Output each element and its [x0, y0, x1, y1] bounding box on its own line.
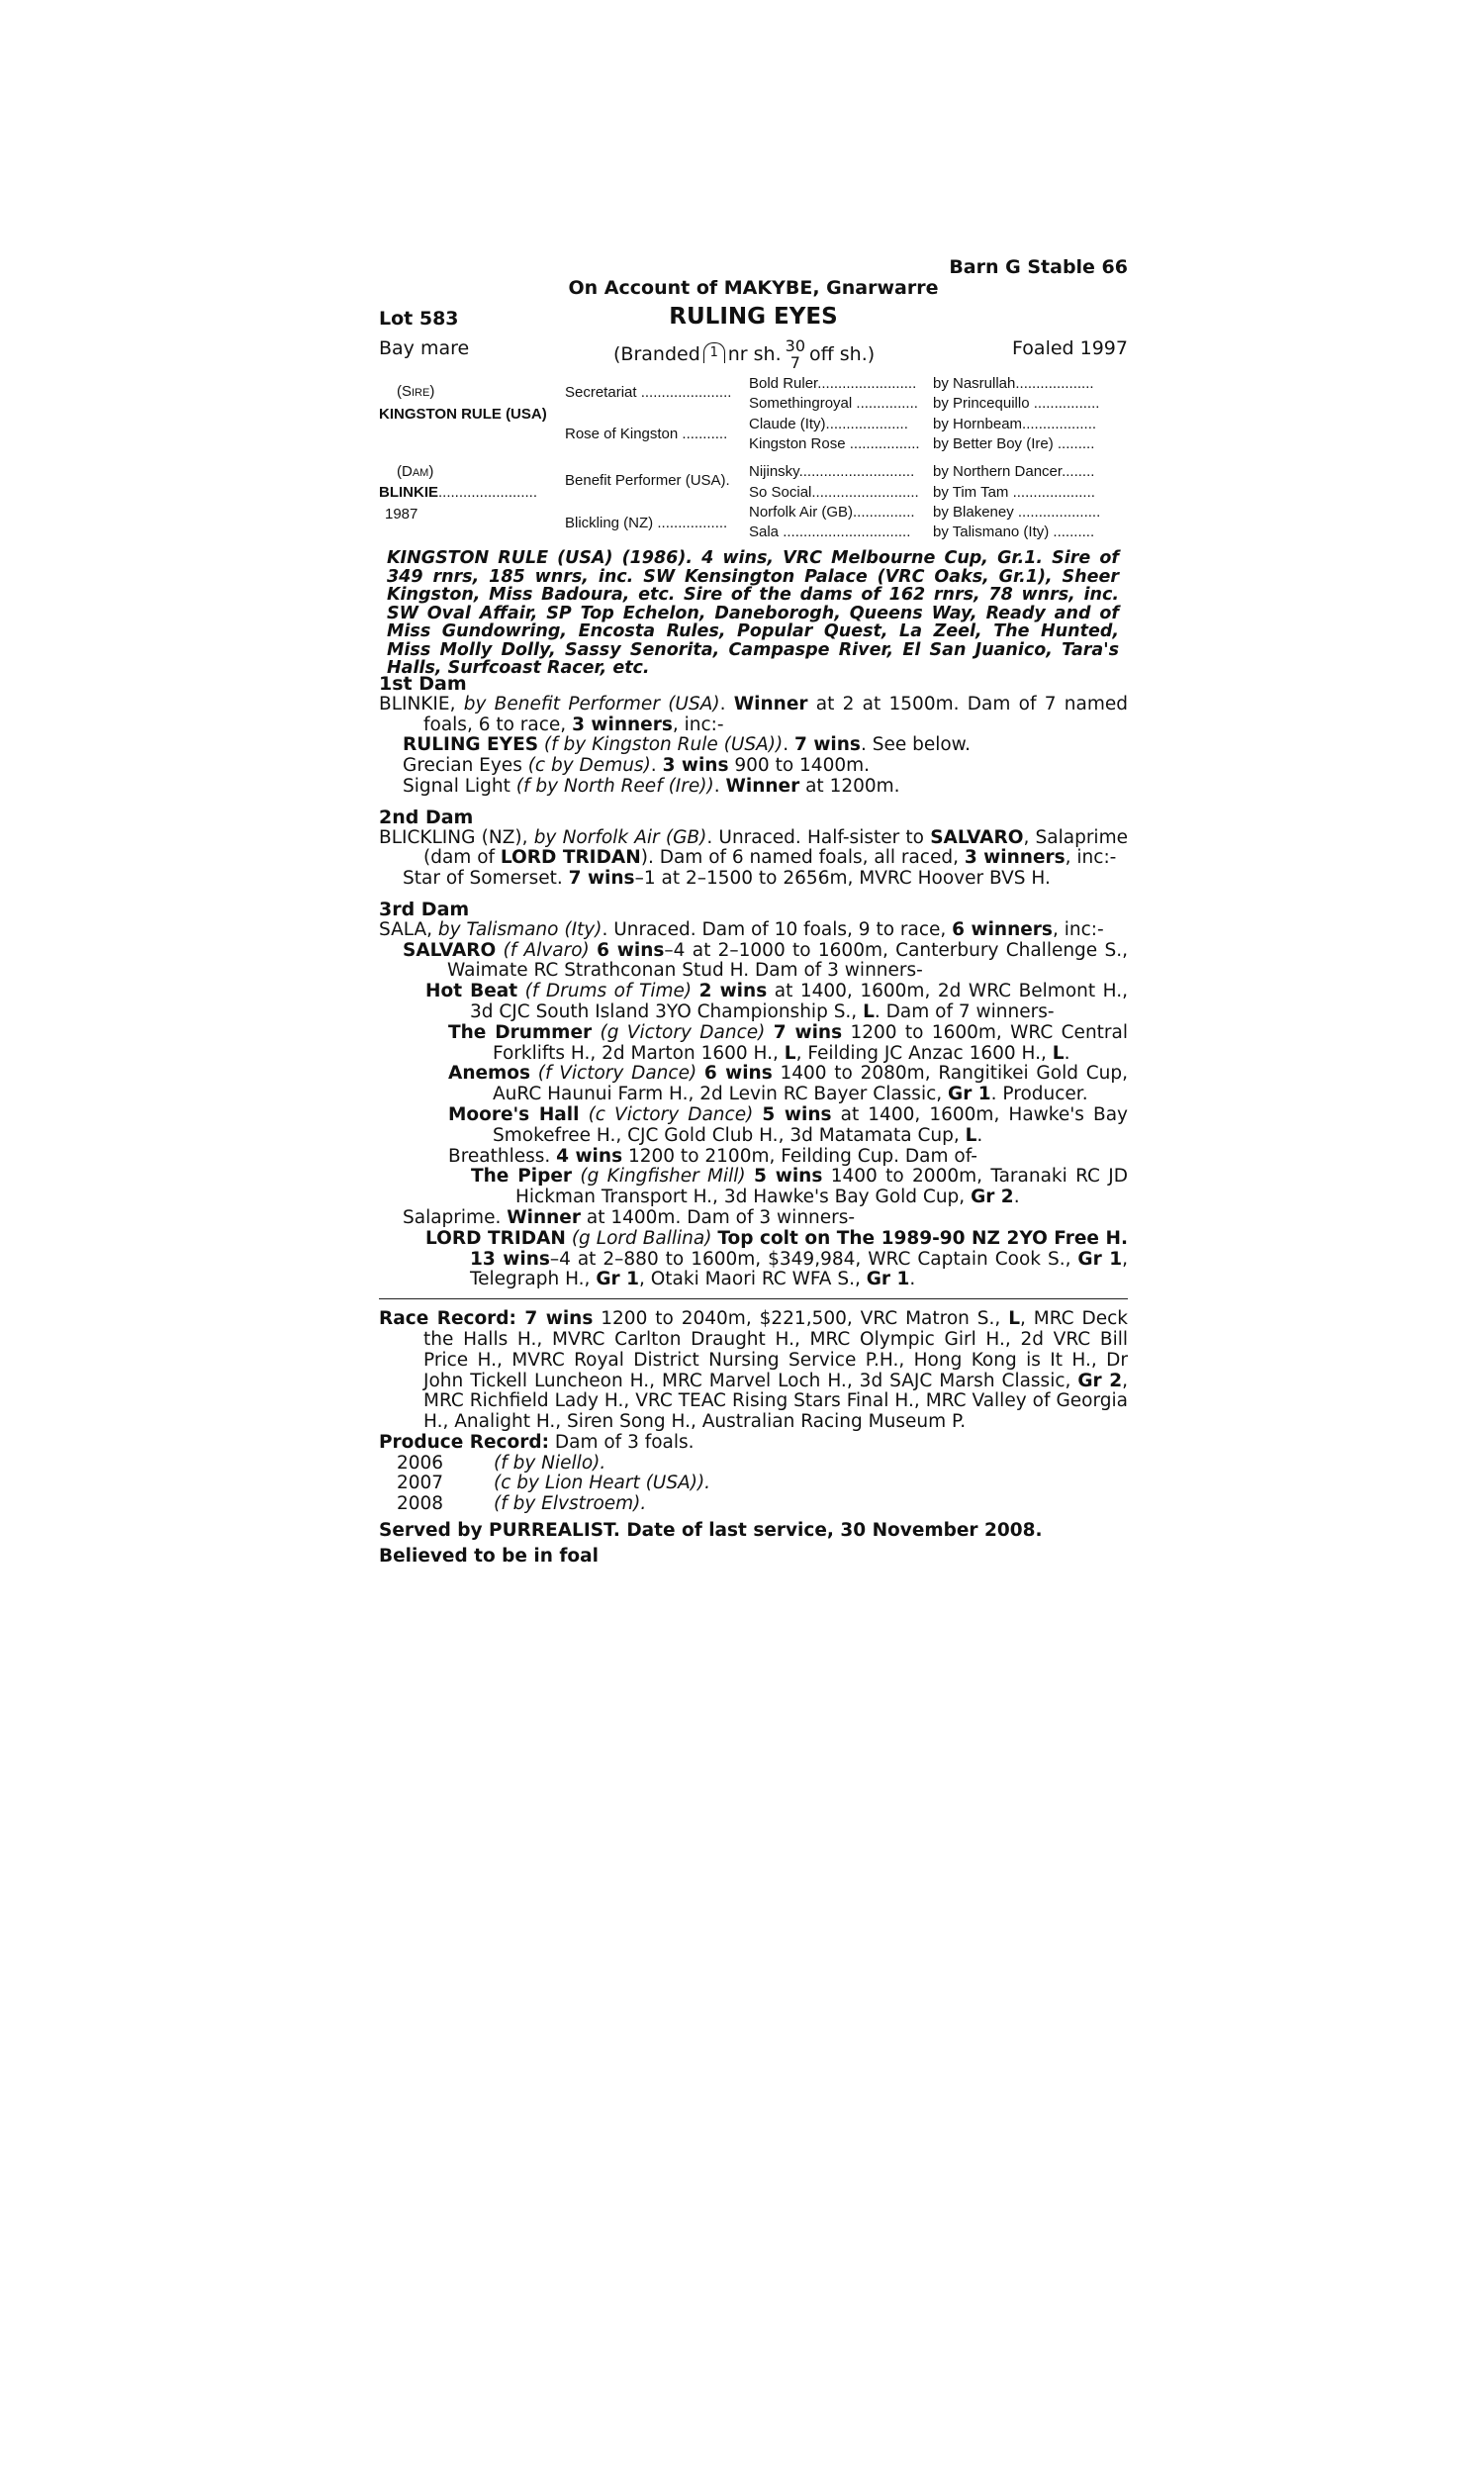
- pedigree-g4-4: by Better Boy (Ire) .........: [933, 435, 1095, 452]
- third-dam-heading: 3rd Dam: [379, 898, 470, 920]
- race-record: Race Record: 7 wins 1200 to 2040m, $221,500, VRC Matron S., L, MRC Deck the Halls H., MVRC Carlton Draught H., MRC Olympic Girl H., 2d VRC Bill Price H., MVRC Royal District Nursing Service P.H., Hong Kong is It H., Dr John Tickell Luncheon H., MRC Marvel Loch H., 3d SAJC Marsh Classic, Gr 2, MRC Richfield Lady H., VRC TEAC Rising Stars Final H., MRC Valley of Georgia H., Analight H., Siren Song H., Australian Racing Museum P.: [379, 1308, 1128, 1433]
- pedigree-g4-5: by Northern Dancer........: [933, 463, 1095, 480]
- pedigree-g3-7: Norfolk Air (GB)...............: [749, 504, 915, 521]
- pedigree-g3-2: Somethingroyal ...............: [749, 395, 918, 412]
- progeny-salvaro: SALVARO (f Alvaro) 6 wins–4 at 2–1000 to 1600m, Canterbury Challenge S., Waimate RC Strathconan Stud H. Dam of 3 winners-: [403, 939, 1128, 982]
- produce-record: Produce Record: Dam of 3 foals.: [379, 1431, 695, 1453]
- brand-number: 30 7: [785, 336, 805, 372]
- progeny-hot-beat: Hot Beat (f Drums of Time) 2 wins at 1400, 1600m, 2d WRC Belmont H., 3d CJC South Island 3YO Championship S., L. Dam of 7 winners-: [425, 981, 1128, 1022]
- produce-row: 2006 (f by Niello).: [397, 1452, 606, 1474]
- pedigree-g3-3: Claude (Ity)....................: [749, 416, 908, 432]
- dam-tag: (Dam): [397, 463, 434, 480]
- progeny-star-of-somerset: Star of Somerset. 7 wins–1 at 2–1500 to 2656m, MVRC Hoover BVS H.: [403, 868, 1051, 890]
- horse-sex: Bay mare: [379, 337, 470, 359]
- third-dam-line: SALA, by Talismano (Ity). Unraced. Dam of 10 foals, 9 to race, 6 winners, inc:-: [379, 918, 1104, 940]
- progeny-signal-light: Signal Light (f by North Reef (Ire)). Winner at 1200m.: [403, 775, 900, 797]
- progeny-salaprime: Salaprime. Winner at 1400m. Dam of 3 winners-: [403, 1206, 856, 1228]
- progeny-moores-hall: Moore's Hall (c Victory Dance) 5 wins at 1400, 1600m, Hawke's Bay Smokefree H., CJC Gold Club H., 3d Matamata Cup, L.: [448, 1103, 1129, 1146]
- pedigree-g3-4: Kingston Rose .................: [749, 435, 920, 452]
- horse-name: RULING EYES: [669, 304, 838, 330]
- progeny-grecian-eyes: Grecian Eyes (c by Demus). 3 wins 900 to 1400m.: [403, 755, 871, 777]
- foaled-year: Foaled 1997: [1012, 337, 1128, 359]
- served-by: Served by PURREALIST. Date of last service, 30 November 2008.: [379, 1520, 1043, 1542]
- progeny-the-drummer: The Drummer (g Victory Dance) 7 wins 1200 to 1600m, WRC Central Forklifts H., 2d Marton 1600 H., L, Feilding JC Anzac 1600 H., L.: [448, 1021, 1129, 1064]
- pedigree-g3-8: Sala ...............................: [749, 523, 911, 540]
- progeny-ruling-eyes: RULING EYES (f by Kingston Rule (USA)). 7 wins. See below.: [403, 734, 971, 756]
- pedigree-g4-6: by Tim Tam ....................: [933, 484, 1095, 501]
- pedigree-g4-7: by Blakeney ....................: [933, 504, 1101, 521]
- sire-tag: (Sire): [397, 383, 435, 400]
- second-dam-line: BLICKLING (NZ), by Norfolk Air (GB). Unraced. Half-sister to SALVARO, Salaprime (dam of LORD TRIDAN). Dam of 6 named foals, all raced, 3 winners, inc:-: [379, 826, 1128, 869]
- pedigree-g3-1: Bold Ruler........................: [749, 375, 917, 392]
- first-dam-line: BLINKIE, by Benefit Performer (USA). Winner at 2 at 1500m. Dam of 7 named foals, 6 to race, 3 winners, inc:-: [379, 693, 1128, 735]
- sire-summary: KINGSTON RULE (USA) (1986). 4 wins, VRC Melbourne Cup, Gr.1. Sire of 349 rnrs, 185 wnrs, inc. SW Kensington Palace (VRC Oaks, Gr.1), Sheer Kingston, Miss Badoura, etc. Sire of the dams of 162 rnrs, 78 wnrs, inc. SW Oval Affair, SP Top Echelon, Daneborogh, Queens Way, Ready and of Miss Gundowring, Encosta Rules, Popular Quest, La Zeel, The Hunted, Miss Molly Dolly, Sassy Senorita, Campaspe River, El San Juanico, Tara's Halls, Surfcoast Racer, etc.: [387, 548, 1119, 678]
- pedigree-g2-2: Rose of Kingston ...........: [565, 426, 728, 442]
- brand-mark-icon: 1: [703, 342, 725, 363]
- pedigree-g3-6: So Social..........................: [749, 484, 919, 501]
- section-divider: [379, 1298, 1128, 1299]
- lot-number: Lot 583: [379, 308, 459, 330]
- dam-name: BLINKIE........................: [379, 484, 538, 501]
- barn-stable: Barn G Stable 66: [949, 256, 1128, 278]
- dam-year: 1987: [385, 506, 418, 523]
- progeny-breathless: Breathless. 4 wins 1200 to 2100m, Feilding Cup. Dam of-: [448, 1145, 977, 1167]
- vendor-account: On Account of MAKYBE, Gnarwarre: [568, 277, 939, 299]
- pedigree-g4-2: by Princequillo ................: [933, 395, 1100, 412]
- pedigree-g2-4: Blickling (NZ) .................: [565, 515, 728, 531]
- pedigree-g4-3: by Hornbeam..................: [933, 416, 1097, 432]
- produce-row: 2007 (c by Lion Heart (USA)).: [397, 1473, 711, 1494]
- pedigree-g4-1: by Nasrullah...................: [933, 375, 1094, 392]
- sire-name: KINGSTON RULE (USA): [379, 406, 547, 423]
- in-foal-status: Believed to be in foal: [379, 1545, 599, 1567]
- progeny-anemos: Anemos (f Victory Dance) 6 wins 1400 to 2080m, Rangitikei Gold Cup, AuRC Haunui Farm H., 2d Levin RC Bayer Classic, Gr 1. Producer.: [448, 1063, 1128, 1105]
- pedigree-g3-5: Nijinsky............................: [749, 463, 915, 480]
- pedigree-g4-8: by Talismano (Ity) ..........: [933, 523, 1095, 540]
- brand-description: (Branded 1 nr sh. 30 7 off sh.): [613, 336, 876, 372]
- progeny-the-piper: The Piper (g Kingfisher Mill) 5 wins 1400 to 2000m, Taranaki RC JD Hickman Transport H., 3d Hawke's Bay Gold Cup, Gr 2.: [471, 1166, 1128, 1208]
- pedigree-g2-1: Secretariat ......................: [565, 384, 732, 401]
- first-dam-heading: 1st Dam: [379, 673, 467, 695]
- produce-row: 2008 (f by Elvstroem).: [397, 1493, 647, 1515]
- pedigree-g2-3: Benefit Performer (USA).: [565, 472, 730, 489]
- second-dam-heading: 2nd Dam: [379, 806, 474, 828]
- catalogue-body: [379, 668, 1128, 1568]
- progeny-lord-tridan: LORD TRIDAN (g Lord Ballina) Top colt on The 1989-90 NZ 2YO Free H. 13 wins–4 at 2–880 to 1600m, $349,984, WRC Captain Cook S., Gr 1, Telegraph H., Gr 1, Otaki Maori RC WFA S., Gr 1.: [425, 1227, 1129, 1290]
